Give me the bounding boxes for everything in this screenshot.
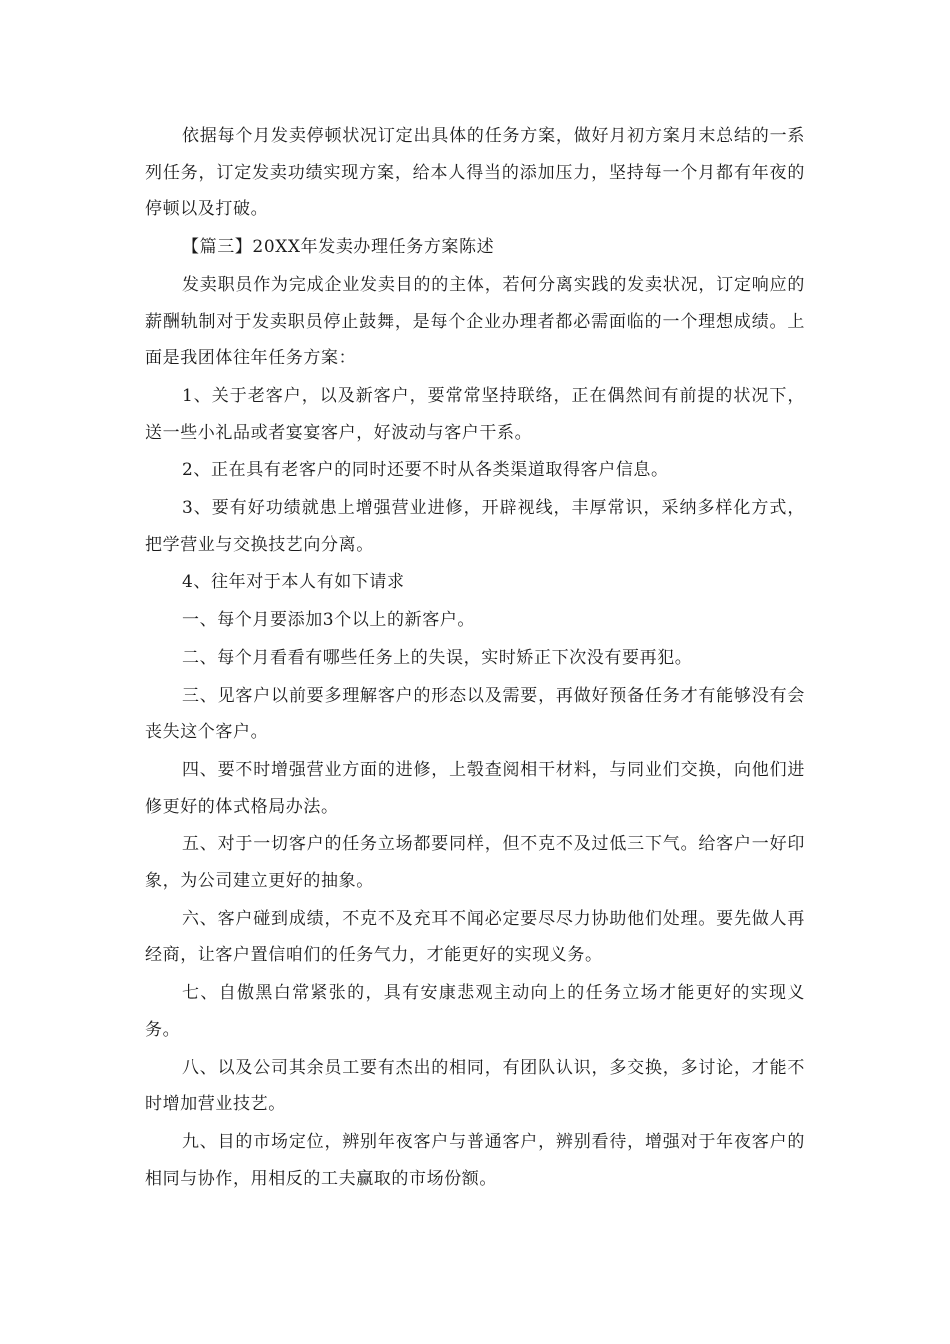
list-item: 3、要有好功绩就患上增强营业进修，开辟视线，丰厚常识，采纳多样化方式，把学营业与交换技艺向分离。 bbox=[145, 498, 805, 555]
document-body bbox=[145, 118, 805, 1198]
list-item: 4、往年对于本人有如下请求 bbox=[182, 572, 405, 593]
sub-list-item: 二、每个月看看有哪些任务上的失误，实时矫正下次没有要再犯。 bbox=[182, 647, 693, 668]
paragraph-overview: 发卖职员作为完成企业发卖目的的主体，若何分离实践的发卖状况，订定响应的薪酬轨制对于发卖职员停止鼓舞，是每个企业办理者都必需面临的一个理想成绩。上面是我团体往年任务方案： bbox=[145, 274, 805, 369]
paragraph-intro: 依据每个月发卖停顿状况订定出具体的任务方案，做好月初方案月末总结的一系列任务，订定发卖功绩实现方案，给本人得当的添加压力，坚持每一个月都有年夜的停顿以及打破。 bbox=[145, 126, 805, 220]
sub-list-item: 七、自傲黑白常紧张的，具有安康悲观主动向上的任务立场才能更好的实现义务。 bbox=[145, 983, 805, 1040]
sub-list-item: 六、客户碰到成绩，不克不及充耳不闻必定要尽尽力协助他们处理。要先做人再经商，让客户置信咱们的任务气力，才能更好的实现义务。 bbox=[145, 908, 805, 966]
sub-list-item: 八、以及公司其余员工要有杰出的相同，有团队认识，多交换，多讨论，才能不时增加营业技艺。 bbox=[145, 1057, 805, 1115]
list-item: 2、正在具有老客户的同时还要不时从各类渠道取得客户信息。 bbox=[182, 460, 669, 481]
sub-list-item: 三、见客户以前要多理解客户的形态以及需要，再做好预备任务才有能够没有会丧失这个客户。 bbox=[145, 685, 805, 743]
sub-list-item: 四、要不时增强营业方面的进修，上彀查阅相干材料，与同业们交换，向他们进修更好的体式格局办法。 bbox=[145, 759, 805, 817]
sub-list-item: 九、目的市场定位，辨别年夜客户与普通客户，辨别看待，增强对于年夜客户的相同与协作，用相反的工夫赢取的市场份额。 bbox=[145, 1131, 805, 1189]
sub-list-item: 一、每个月要添加3个以上的新客户。 bbox=[182, 610, 476, 631]
sub-list-item: 五、对于一切客户的任务立场都要同样，但不克不及过低三下气。给客户一好印象，为公司建立更好的抽象。 bbox=[145, 834, 805, 892]
list-item: 1、关于老客户，以及新客户，要常常坚持联络，正在偶然间有前提的状况下，送一些小礼品或者宴宴客户，好波动与客户干系。 bbox=[145, 385, 805, 443]
section-heading: 【篇三】20XX年发卖办理任务方案陈述 bbox=[182, 237, 495, 258]
